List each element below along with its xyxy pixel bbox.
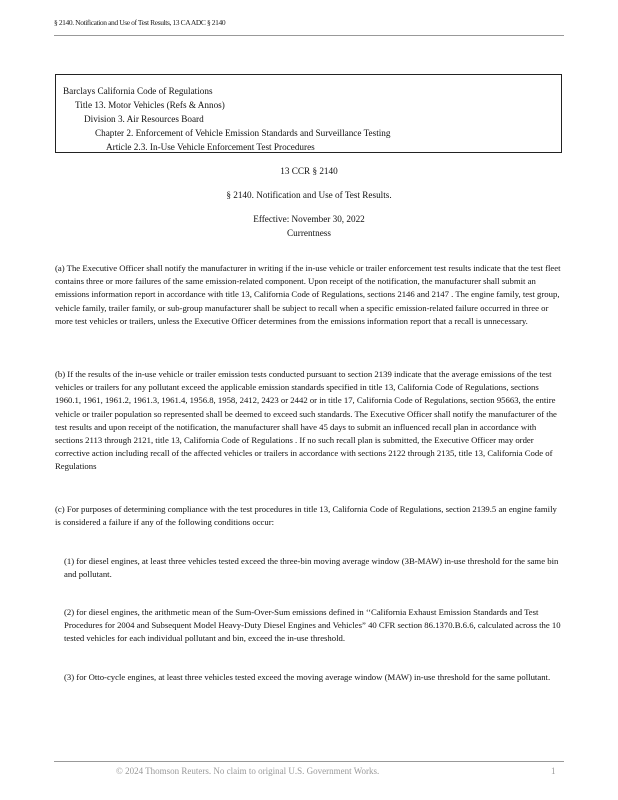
citation-title: Title 13. Motor Vehicles (Refs & Annos)	[75, 100, 225, 110]
section-title: § 2140. Notification and Use of Test Results.	[226, 190, 392, 200]
copyright-notice: © 2024 Thomson Reuters. No claim to original U.S. Government Works.	[116, 766, 380, 776]
running-header: § 2140. Notification and Use of Test Results, 13 CA ADC § 2140	[54, 18, 226, 27]
ccr-cite: 13 CCR § 2140	[280, 166, 338, 176]
paragraph-a: (a) The Executive Officer shall notify the manufacturer in writing if the in-use vehicle or trailer enforcement test results indicate that the test fleet contains three or more failures of the same emission-related component. Upon receipt of the notification, the manufacturer shall submit an emissions information report in accordance with title 13, California Code of Regulations, sections 2146 and 2147 . The engine family, test group, vehicle family, trailer family, or sub-group manufacturer shall be subject to recall when a specific emission-related failure occurred in three or more test vehicles or trailers, unless the Executive Officer determines from the emissions information report that a recall is unnecessary.	[55, 263, 561, 326]
footer-divider	[54, 761, 564, 762]
paragraph-b: (b) If the results of the in-use vehicle or trailer emission tests conducted pursuant to section 2139 indicate that the average emissions of the test vehicles or trailers for any pollutant exceed the applicable emission standards specified in title 13, California Code of Regulations, sections 1960.1, 1961, 1961.2, 1961.3, 1961.4, 1956.8, 1958, 2412, 2423 or 2442 or in title 17, California Code of Regulations, section 95663, the entire vehicle or trailer population so represented shall be deemed to exceed such standards. The Executive Officer shall notify the manufacturer of the test results and upon receipt of the notification, the manufacturer shall have 45 days to submit an influenced recall plan in accordance with sections 2113 through 2121, title 13, California Code of Regulations . If no such recall plan is submitted, the Executive Officer may order corrective action including recall of the affected vehicles or trailers in accordance with sections 2122 through 2135, title 13, California Code of Regulations	[55, 369, 557, 472]
item-1: (1) for diesel engines, at least three vehicles tested exceed the three-bin moving average window (3B-MAW) in-use threshold for the same bin and pollutant.	[64, 556, 559, 580]
citation-chapter: Chapter 2. Enforcement of Vehicle Emission Standards and Surveillance Testing	[95, 128, 391, 138]
effective-date: Effective: November 30, 2022	[253, 214, 365, 224]
citation-division: Division 3. Air Resources Board	[84, 114, 204, 124]
citation-article: Article 2.3. In-Use Vehicle Enforcement Test Procedures	[106, 142, 315, 152]
item-3: (3) for Otto-cycle engines, at least three vehicles tested exceed the moving average window (MAW) in-use threshold for the same pollutant.	[64, 672, 551, 682]
header-divider	[54, 35, 564, 36]
citation-source: Barclays California Code of Regulations	[63, 86, 213, 96]
item-2: (2) for diesel engines, the arithmetic mean of the Sum-Over-Sum emissions defined in ‘‘California Exhaust Emission Standards and Test Procedures for 2004 and Subsequent Model Heavy-Duty Diesel Engines and Vehicles” 40 CFR section 86.1370.B.6.6, calculated across the 10 tested vehicles for each individual pollutant and bin, exceed the in-use threshold.	[64, 607, 561, 644]
page-number: 1	[551, 766, 556, 776]
currentness-link[interactable]: Currentness	[287, 228, 331, 238]
citation-box	[55, 74, 562, 153]
paragraph-c: (c) For purposes of determining compliance with the test procedures in title 13, California Code of Regulations, section 2139.5 an engine family is considered a failure if any of the following conditions occur:	[55, 504, 557, 528]
